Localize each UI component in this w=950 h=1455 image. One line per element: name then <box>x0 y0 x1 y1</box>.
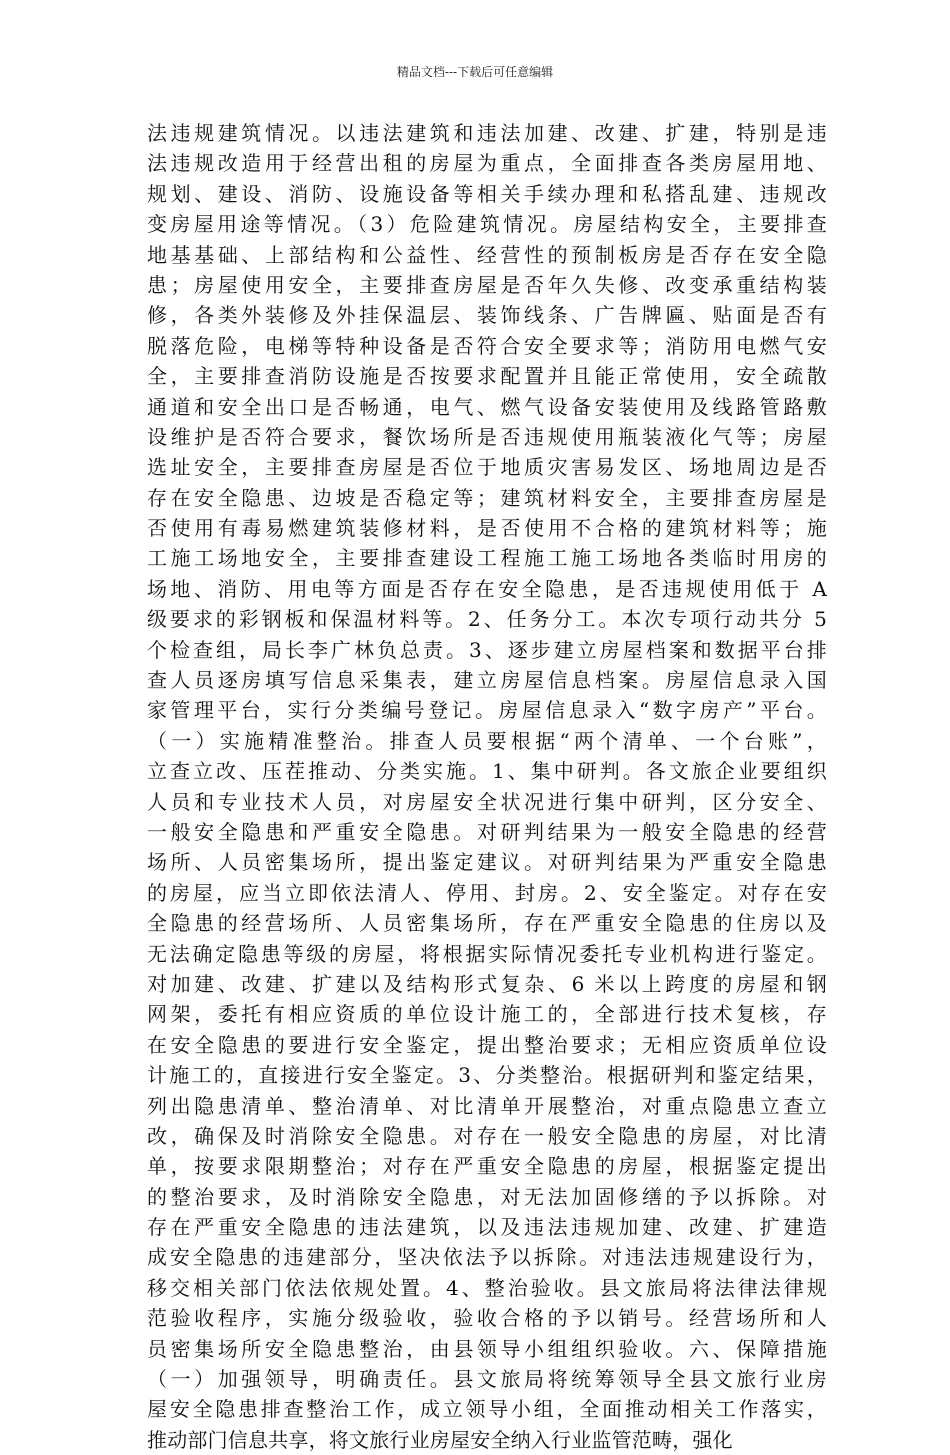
text-line: 地基基础、上部结构和公益性、经营性的预制板房是否存在安全隐 <box>147 242 827 267</box>
text-line: 存在安全隐患、边坡是否稳定等；建筑材料安全，主要排查房屋是 <box>147 485 827 510</box>
text-line: 工施工场地安全，主要排查建设工程施工施工场地各类临时用房的 <box>147 546 827 571</box>
text-line: 一般安全隐患和严重安全隐患。对研判结果为一般安全隐患的经营 <box>147 819 827 844</box>
text-line: 否使用有毒易燃建筑装修材料，是否使用不合格的建筑材料等；施 <box>147 516 827 541</box>
text-line: 单，按要求限期整治；对存在严重安全隐患的房屋，根据鉴定提出 <box>147 1154 827 1179</box>
page-header: 精品文档---下载后可任意编辑 <box>396 65 554 79</box>
text-line: 患；房屋使用安全，主要排查房屋是否年久失修、改变承重结构装 <box>147 272 827 297</box>
text-line: 成安全隐患的违建部分，坚决依法予以拆除。对违法违规建设行为， <box>147 1245 827 1270</box>
text-line: 通道和安全出口是否畅通，电气、燃气设备安装使用及线路管路敷 <box>147 394 827 419</box>
text-line: 修，各类外装修及外挂保温层、装饰线条、广告牌匾、贴面是否有 <box>147 303 827 328</box>
text-line: 人员和专业技术人员，对房屋安全状况进行集中研判，区分安全、 <box>147 789 827 814</box>
text-line: 级要求的彩钢板和保温材料等。2、任务分工。本次专项行动共分 5 <box>147 607 827 632</box>
text-line: 场所、人员密集场所，提出鉴定建议。对研判结果为严重安全隐患 <box>147 850 827 875</box>
text-line: 在安全隐患的要进行安全鉴定，提出整治要求；无相应资质单位设 <box>147 1032 827 1057</box>
text-line: 员密集场所安全隐患整治，由县领导小组组织验收。六、保障措施 <box>147 1336 827 1361</box>
text-line: 全隐患的经营场所、人员密集场所，存在严重安全隐患的住房以及 <box>147 911 827 936</box>
text-line: 全，主要排查消防设施是否按要求配置并且能正常使用，安全疏散 <box>147 364 827 389</box>
text-line: 计施工的，直接进行安全鉴定。3、分类整治。根据研判和鉴定结果， <box>147 1063 827 1088</box>
text-line: 移交相关部门依法依规处置。4、整治验收。县文旅局将法律法律规 <box>147 1275 827 1300</box>
text-line: 的整治要求，及时消除安全隐患，对无法加固修缮的予以拆除。对 <box>147 1184 827 1209</box>
text-line: 选址安全，主要排查房屋是否位于地质灾害易发区、场地周边是否 <box>147 455 827 480</box>
text-line: 法违规改造用于经营出租的房屋为重点，全面排查各类房屋用地、 <box>147 151 827 176</box>
text-line: 变房屋用途等情况。（3）危险建筑情况。房屋结构安全，主要排查 <box>147 212 827 237</box>
text-line: 存在严重安全隐患的违法建筑，以及违法违规加建、改建、扩建造 <box>147 1215 827 1240</box>
text-line: 立查立改、压茬推动、分类实施。1、集中研判。各文旅企业要组织 <box>147 759 827 784</box>
text-line: 场地、消防、用电等方面是否存在安全隐患，是否违规使用低于 A <box>147 576 827 601</box>
document-body <box>147 118 827 1455</box>
text-line: 脱落危险，电梯等特种设备是否符合安全要求等；消防用电燃气安 <box>147 333 827 358</box>
text-line: 的房屋，应当立即依法清人、停用、封房。2、安全鉴定。对存在安 <box>147 880 827 905</box>
text-line: 对加建、改建、扩建以及结构形式复杂、6 米以上跨度的房屋和钢 <box>147 971 827 996</box>
text-line: 屋安全隐患排查整治工作，成立领导小组，全面推动相关工作落实， <box>147 1397 827 1422</box>
text-line: （一）实施精准整治。排查人员要根据“两个清单、一个台账”， <box>147 728 827 753</box>
text-line: 查人员逐房填写信息采集表，建立房屋信息档案。房屋信息录入国 <box>147 668 827 693</box>
text-line: 列出隐患清单、整治清单、对比清单开展整治，对重点隐患立查立 <box>147 1093 827 1118</box>
text-line: 无法确定隐患等级的房屋，将根据实际情况委托专业机构进行鉴定。 <box>147 941 827 966</box>
text-line: 推动部门信息共享，将文旅行业房屋安全纳入行业监管范畴，强化 <box>147 1427 733 1452</box>
text-line: 网架，委托有相应资质的单位设计施工的，全部进行技术复核，存 <box>147 1002 827 1027</box>
text-line: 法违规建筑情况。以违法建筑和违法加建、改建、扩建，特别是违 <box>147 121 827 145</box>
text-line: 家管理平台，实行分类编号登记。房屋信息录入“数字房产”平台。 <box>147 698 827 723</box>
text-line: 个检查组，局长李广林负总责。3、逐步建立房屋档案和数据平台排 <box>147 637 827 662</box>
text-line: 设维护是否符合要求，餐饮场所是否违规使用瓶装液化气等；房屋 <box>147 424 827 449</box>
text-line: 规划、建设、消防、设施设备等相关手续办理和私搭乱建、违规改 <box>147 181 827 206</box>
text-line: 改，确保及时消除安全隐患。对存在一般安全隐患的房屋，对比清 <box>147 1123 827 1148</box>
text-line: （一）加强领导，明确责任。县文旅局将统筹领导全县文旅行业房 <box>147 1367 827 1392</box>
text-line: 范验收程序，实施分级验收，验收合格的予以销号。经营场所和人 <box>147 1306 827 1331</box>
